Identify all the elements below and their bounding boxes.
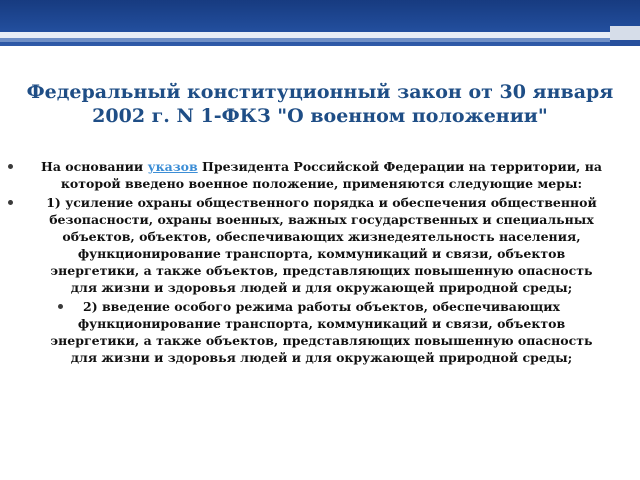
bullet-text: 1) усиление охраны общественного порядка и обеспечения общественной безопасности, охраны военных, важных государственных и специальных объектов, объектов, обеспечивающих жизнедеятельность населения, функционирование транспорта, коммуникаций и связи, объектов энергетики, а также объектов, представляющих повышенную опасность для жизни и здоровья людей и для окружающей природной среды; (46, 195, 597, 295)
bullet-dot-icon (8, 200, 13, 205)
bullet-item-measure-1 (28, 194, 603, 296)
bullet-item-intro (28, 158, 603, 192)
header-stripe-mid (0, 38, 610, 42)
bullet-dot-icon (58, 304, 63, 309)
bullet-item-measure-2 (28, 298, 603, 366)
bullet-list (28, 158, 603, 368)
header-corner-block-dark (610, 40, 640, 46)
bullet-dot-icon (8, 164, 13, 169)
bullet-text-suffix: Президента Российской Федерации на территории, на которой введено военное положение, применяются следующие меры: (60, 159, 602, 191)
slide-title: Федеральный конституционный закон от 30 января 2002 г. N 1-ФКЗ "О военном положении" (26, 81, 614, 127)
bullet-text-prefix: На основании (41, 159, 148, 174)
bullet-text: 2) введение особого режима работы объектов, обеспечивающих функционирование транспорта, коммуникаций и связи, объектов энергетики, а также объектов, представляющих повышенную опасность для жизни и здоровья людей и для окружающей природной среды; (50, 299, 593, 365)
decrees-link[interactable]: указов (147, 159, 198, 174)
